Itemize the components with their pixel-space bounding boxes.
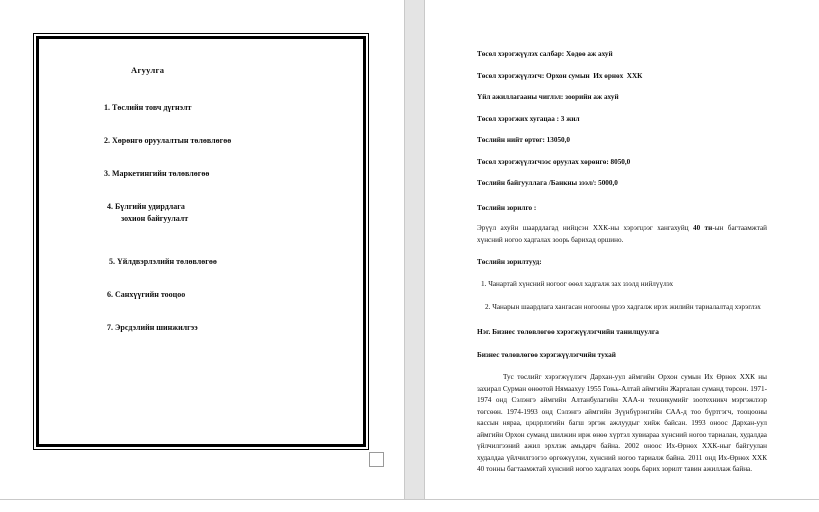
document-page-1: [0, 0, 404, 499]
toc-entry-6: [39, 280, 363, 300]
meta-own-capital: Төсөл хэрэгжүүлэгчээс оруулах хөрөнгө: 8050,0: [477, 157, 631, 166]
toc-entry-1-label: 1. Төслийн товч дүгнэлт: [104, 103, 192, 112]
objectives-label: Төслийн зорилтууд:: [477, 258, 542, 266]
toc-entry-4: [39, 192, 363, 234]
objective-item-2: 2. Чанарын шаардлага хангасан ногооны үрээ хадгалж ирэх жилийн тариалалтад хэрэглэх: [485, 302, 761, 311]
toc-entry-3-label: 3. Маркетингийн төлөвлөгөө: [104, 169, 210, 178]
meta-bank-loan: Төслийн байгууллага /Банкны зээл/: 5000,0: [477, 179, 618, 187]
document-page-2: [425, 0, 819, 499]
page-gutter: [404, 0, 425, 499]
toc-entry-4-label: 4. Бүлгийн удирдлага: [107, 202, 185, 211]
toc-entry-7-label: 7. Эрсдэлийн шинжилгээ: [107, 323, 198, 332]
meta-sector: Төсөл хэрэгжүүлэх салбар: Хөдөө аж ахуй: [477, 50, 613, 58]
toc-entry-6-label: 6. Санхүүгийн тооцоо: [107, 290, 186, 299]
toc-entry-4-sublabel: зохион байгуулалт: [121, 214, 189, 223]
page-2-content: [477, 50, 767, 487]
goal-label: Төслийн зорилго :: [477, 204, 537, 212]
meta-implementer: Төсөл хэрэгжүүлэгч: Орхон сумын Их өрнөх ХХК: [477, 71, 643, 80]
toc-entry-5-label: 5. Үйлдвэрлэлийн төлөвлөгөө: [109, 257, 217, 266]
toc-entry-5: [39, 247, 363, 267]
goal-capacity-value: 40 тн: [693, 224, 713, 232]
toc-decorative-frame: [33, 33, 369, 450]
goal-text-part-1: Эрүүл ахуйн шаардлагад нийцсэн ХХК-ны хэрэгцээг хангахуйц: [477, 224, 694, 232]
meta-activity: Үйл ажиллагааны чиглэл: зоорийн аж ахуй: [477, 93, 619, 101]
meta-total-cost: Төслийн нийт өртөг: 13050,0: [477, 136, 571, 144]
toc-entry-7: [39, 313, 363, 333]
toc-frame-inner-border: [36, 36, 366, 447]
toc-entry-3: [39, 159, 363, 179]
meta-duration: Төсөл хэрэгжих хугацаа : 3 жил: [477, 114, 580, 123]
toc-entry-1: [39, 93, 363, 113]
body-paragraph: Тус төслийг хэрэгжүүлэгч Дархан-уул аймгийн Орхон сумын Их Өрнөх ХХК ны захирал Сурман өнөөтой Нямаахуу 1955 Гоњь-Алтай аймгийн Жаргалан суманд төрсөн. 1971-1974 онд Сэлэнгэ аймгийн Алтанбулагийн ХАА-н техникумийг зоотехникч мэргэжлээр төгсөөн. 1974-1993 онд Сэлэнгэ аймгийн Зүүнбүрэнгийн САА-д тоо бүртгэгч, тооцооны кассын няраа, цэцэрлэгийн багш эргэж ажлуудыг хийж байсан. 1993 оноос Дархан-уул аймгийн Орхон суманд шилжин ирж өнөө хүртэл хувиараа хүнсний ногоо тариалан, худалдаа үйлчилгээний ажил эрхлэж амьдарч байна. 2002 оноос Их-Өрнөх ХХК-ныг байгуулан худалдаа үйлчилгээгээ өргөжүүлэн, хүнсний ногоо тариалж байна. 2011 онд Их-Өрнөх ХХК 40 тонны багтаамжтай хүнсний ногоо хадгалах зоорь барих зорилт тавин ажиллаж байна.: [477, 373, 767, 473]
page-title: Агуулга: [131, 65, 165, 75]
sub-heading-about-implementer: Бизнес төлөвлөгөө хэрэгжүүлэгчийн тухай: [477, 351, 616, 359]
toc-list: [39, 93, 363, 346]
goal-paragraph: [477, 223, 767, 246]
toc-content: [39, 39, 363, 444]
objective-item-1: 1. Чанартай хүнсний ногоог өөөл хадгалж зах зээлд нийлүүлэх: [481, 280, 674, 288]
goal-text-part-2: -ын багтаамжтай хүнсний ногоо хадгалах зоорь барихад оршино.: [477, 224, 767, 244]
toc-entry-2: [39, 126, 363, 146]
toc-entry-2-label: 2. Хөрөнгө оруулалтын төлөвлөгөө: [104, 136, 232, 145]
page-bottom-divider: [0, 499, 819, 500]
object-anchor-handle[interactable]: [369, 452, 384, 467]
section-heading-one: Нэг. Бизнес төлөвлөгөө хэрэгжүүлэгчийн танилцуулга: [477, 327, 659, 336]
